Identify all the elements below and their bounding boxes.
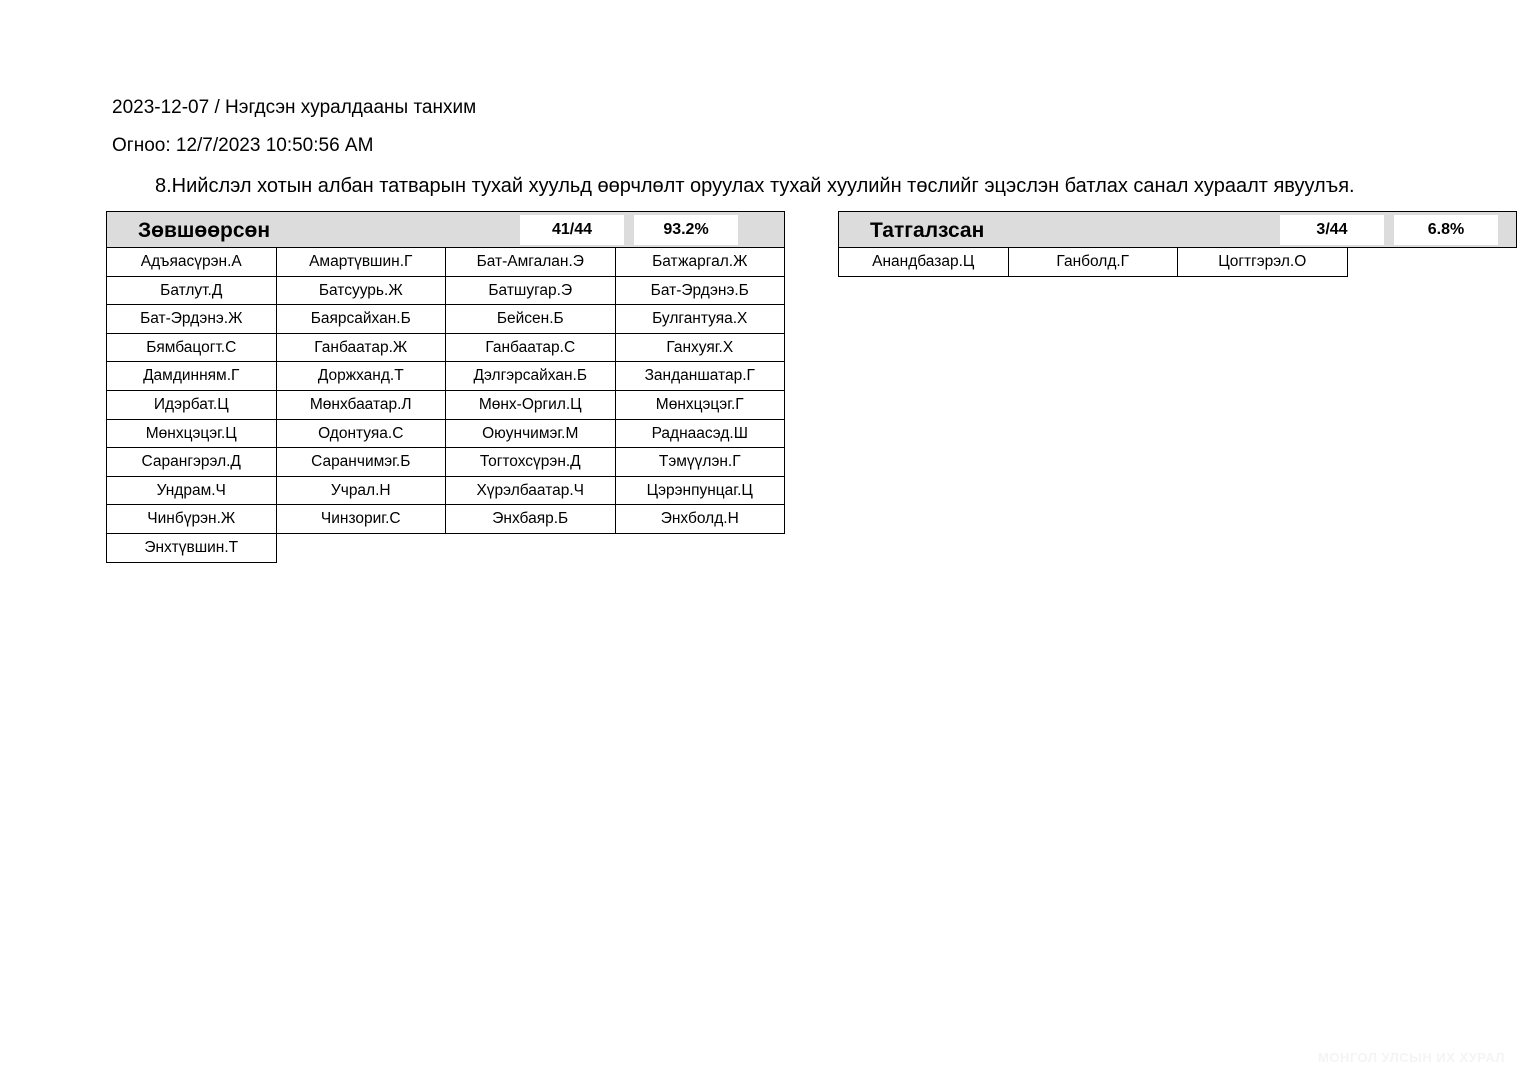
member-name-cell: Идэрбат.Ц: [107, 391, 277, 420]
member-name-cell: Ундрам.Ч: [107, 477, 277, 506]
member-name-cell: Амартүвшин.Г: [277, 248, 447, 277]
member-name-cell: Ганболд.Г: [1009, 248, 1179, 277]
rejected-count: 3/44: [1280, 215, 1384, 245]
member-name-cell: Тэмүүлэн.Г: [616, 448, 786, 477]
member-name-cell: Занданшатар.Г: [616, 362, 786, 391]
member-name-cell: Чинбүрэн.Ж: [107, 505, 277, 534]
member-name-cell: Цогтгэрэл.О: [1178, 248, 1348, 277]
member-name-cell: Бейсен.Б: [446, 305, 616, 334]
rejected-header: [838, 211, 1517, 248]
member-name-cell: Ганбаатар.С: [446, 334, 616, 363]
session-date-location: 2023-12-07 / Нэгдсэн хуралдааны танхим: [112, 97, 477, 118]
approved-count: 41/44: [520, 215, 624, 245]
member-name-cell: Мөнх-Оргил.Ц: [446, 391, 616, 420]
member-name-cell: Батшугар.Э: [446, 277, 616, 306]
rejected-percent: 6.8%: [1394, 215, 1498, 245]
member-name-cell: Батжаргал.Ж: [616, 248, 786, 277]
rejected-label: Татгалзсан: [870, 219, 985, 242]
member-name-cell: Ганхуяг.Х: [616, 334, 786, 363]
member-name-cell: Энхтүвшин.Т: [107, 534, 277, 563]
member-name-cell: Анандбазар.Ц: [839, 248, 1009, 277]
member-name-cell: Мөнхцэцэг.Г: [616, 391, 786, 420]
member-name-cell: Учрал.Н: [277, 477, 447, 506]
approved-panel: [106, 211, 785, 563]
member-name-cell: Бямбацогт.С: [107, 334, 277, 363]
member-name-cell: Булгантуяа.Х: [616, 305, 786, 334]
member-name-cell: Доржханд.Т: [277, 362, 447, 391]
member-name-cell: Бат-Эрдэнэ.Б: [616, 277, 786, 306]
member-name-cell: Раднаасэд.Ш: [616, 420, 786, 449]
member-name-cell: Бат-Амгалан.Э: [446, 248, 616, 277]
member-name-cell: Баярсайхан.Б: [277, 305, 447, 334]
member-name-cell: Дамдинням.Г: [107, 362, 277, 391]
member-name-cell: Мөнхцэцэг.Ц: [107, 420, 277, 449]
member-name-cell: Бат-Эрдэнэ.Ж: [107, 305, 277, 334]
rejected-names-grid: [838, 248, 1517, 277]
approved-label: Зөвшөөрсөн: [138, 219, 271, 242]
member-name-cell: Адъяасүрэн.А: [107, 248, 277, 277]
member-name-cell: Оюунчимэг.М: [446, 420, 616, 449]
member-name-cell: Энхбаяр.Б: [446, 505, 616, 534]
member-name-cell: Мөнхбаатар.Л: [277, 391, 447, 420]
watermark: МОНГОЛ УЛСЫН ИХ ХУРАЛ: [1318, 1050, 1505, 1065]
member-name-cell: Саранчимэг.Б: [277, 448, 447, 477]
member-name-cell: Энхболд.Н: [616, 505, 786, 534]
approved-header: [106, 211, 785, 248]
rejected-panel: [838, 211, 1517, 277]
member-name-cell: Батлут.Д: [107, 277, 277, 306]
vote-timestamp: Огноо: 12/7/2023 10:50:56 AM: [112, 135, 374, 156]
member-name-cell: Чинзориг.С: [277, 505, 447, 534]
member-name-cell: Ганбаатар.Ж: [277, 334, 447, 363]
member-name-cell: Одонтуяа.С: [277, 420, 447, 449]
approved-names-grid: [106, 248, 785, 563]
member-name-cell: Цэрэнпунцаг.Ц: [616, 477, 786, 506]
member-name-cell: Тогтохсүрэн.Д: [446, 448, 616, 477]
member-name-cell: Батсуурь.Ж: [277, 277, 447, 306]
member-name-cell: Хүрэлбаатар.Ч: [446, 477, 616, 506]
member-name-cell: Сарангэрэл.Д: [107, 448, 277, 477]
approved-percent: 93.2%: [634, 215, 738, 245]
vote-title: 8.Нийслэл хотын албан татварын тухай хуульд өөрчлөлт оруулах тухай хуулийн төслийг эцэслэн батлах санал хураалт явуулъя.: [155, 175, 1355, 197]
member-name-cell: Дэлгэрсайхан.Б: [446, 362, 616, 391]
